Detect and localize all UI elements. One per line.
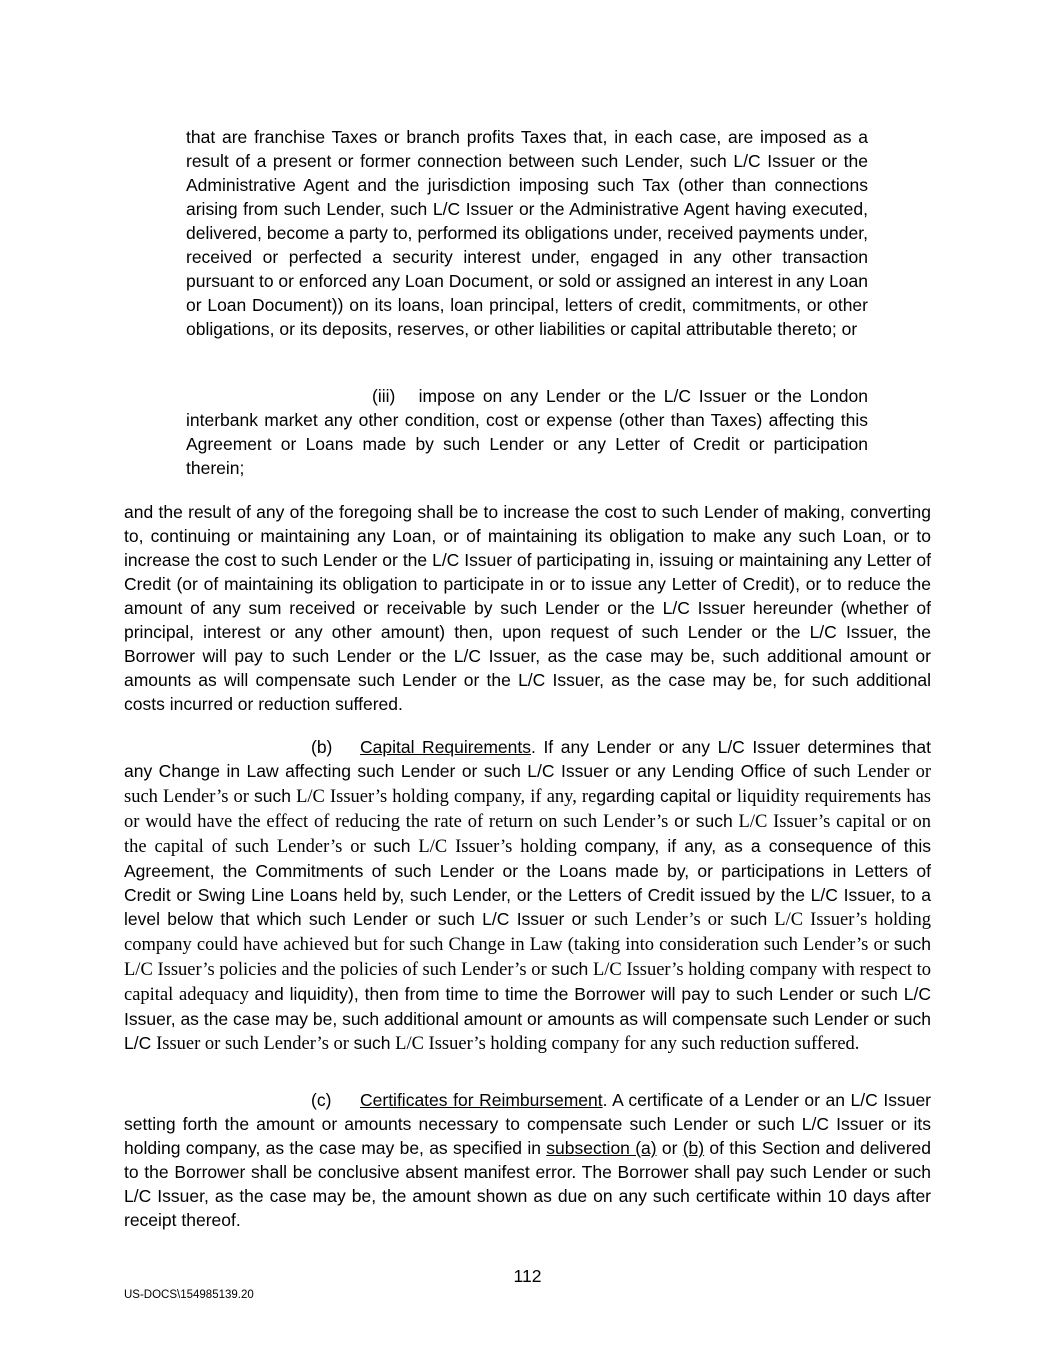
text-run: Lender or such Lender’s or	[124, 762, 931, 807]
cross-reference-subsection-b: (b)	[682, 1138, 705, 1158]
text-run: L/C Issuer’s holding company could have achieved but for such Change in Law (taking into consideration such Lender’s or	[124, 910, 931, 955]
text-run: L/C Issuer’s policies and the policies of such Lender’s or	[124, 960, 552, 980]
text-run: such Lender’s or	[587, 910, 731, 930]
section-heading: Certificates for Reimbursement	[360, 1090, 603, 1110]
text-run: such	[551, 959, 589, 979]
text-run: L/C Issuer’s capital or on the capital of such Lender’s or	[124, 812, 932, 857]
section-number: (c)	[311, 1090, 332, 1110]
section-b-capital-requirements	[124, 735, 931, 1056]
section-c-certificates-for-reimbursement	[124, 1088, 931, 1232]
result-paragraph: and the result of any of the foregoing shall be to increase the cost to such Lender of making, converting to, continuing or maintaining any Loan, or of maintaining its obligation to make any such Loan, or to increase the cost to such Lender or the L/C Issuer of participating in, issuing or maintaining any Letter of Credit (or of maintaining its obligation to participate in or to issue any Letter of Credit), or to reduce the amount of any sum received or receivable by such Lender or the L/C Issuer hereunder (whether of principal, interest or any other amount) then, upon request of such Lender or the L/C Issuer, the Borrower will pay to such Lender or the L/C Issuer, as the case may be, such additional amount or amounts as will compensate such Lender or the L/C Issuer, as the case may be, for such additional costs incurred or reduction suffered.	[124, 502, 931, 714]
text-run: company, if any, as a consequence of this Agreement, the Commitments of such Lender or the Loans made by, or participations in Letters of Credit or Swing Line Loans held by, such Lender, or the Letters of Credit issued by the L/C Issuer, to a level below that which such Lender or such L/C Issuer or	[124, 836, 931, 929]
text-run: garding capital or	[596, 786, 737, 806]
clause-number: (iii)	[372, 386, 396, 406]
text-run: L/C Issuer’s holding	[410, 837, 585, 857]
text-run: or	[656, 1138, 683, 1158]
text-run: such	[730, 909, 768, 929]
text-run: such	[373, 836, 411, 856]
document-id: US-DOCS\154985139.20	[124, 1289, 254, 1301]
text-run: L/C Issuer’s holding company, if any, re	[291, 787, 597, 807]
text-run: . If any Lender or any L/C Issuer determines that any Change in Law affecting such Lender or such L/C Issuer or any Lending Office of such	[124, 737, 931, 781]
text-run: such	[894, 934, 931, 954]
section-number: (b)	[311, 737, 333, 757]
text-run: such	[353, 1033, 391, 1053]
text-run: and liquidity), then from time to time the Borrower will pay to such Lender or such L/C Issuer, as the case may be, such additional amount or amounts as will compensate such Lender or such L/C	[124, 984, 931, 1053]
text-run: Issuer or such Lender’s or	[156, 1034, 354, 1054]
section-heading: Capital Requirements	[360, 737, 531, 757]
text-run: L/C Issuer’s holding company with respect to capital adequacy	[124, 960, 931, 1005]
text-run: of this Section and delivered to the Borrower shall be conclusive absent manifest error. The Borrower shall pay such Lender or such L/C Issuer, as the case may be, the amount shown as due on any such certificate within 10 days after receipt thereof.	[124, 1138, 931, 1230]
text-run: or such	[674, 811, 733, 831]
text-run: such	[254, 786, 292, 806]
text-run: L/C Issuer’s holding company for any such reduction suffered.	[390, 1034, 860, 1054]
text-run: . A certificate of a Lender or an L/C Issuer setting forth the amount or amounts necessary to compensate such Lender or such L/C Issuer or its holding company, as the case may be, as specified in	[124, 1090, 931, 1158]
clause-a-ii-continuation: that are franchise Taxes or branch profits Taxes that, in each case, are imposed as a result of a present or former connection between such Lender, such L/C Issuer or the Administrative Agent and the jurisdiction imposing such Tax (other than connections arising from such Lender, such L/C Issuer or the Administrative Agent having executed, delivered, become a party to, performed its obligations under, received payments under, received or perfected a security interest under, engaged in any other transaction pursuant to or enforced any Loan Document, or sold or assigned an interest in any Loan or Loan Document)) on its loans, loan principal, letters of credit, commitments, or other obligations, or its deposits, reserves, or other liabilities or capital attributable thereto; or	[186, 127, 868, 339]
clause-a-iii	[186, 384, 868, 480]
cross-reference-subsection-a: subsection (a)	[546, 1138, 657, 1158]
page-number: 112	[513, 1266, 542, 1286]
clause-text: impose on any Lender or the L/C Issuer or the London interbank market any other condition, cost or expense (other than Taxes) affecting this Agreement or Loans made by such Lender or any Letter of Credit or participation therein;	[186, 386, 868, 478]
text-run: liquidity requirements has or would have the effect of reducing the rate of return on such Lender’s	[124, 787, 931, 832]
